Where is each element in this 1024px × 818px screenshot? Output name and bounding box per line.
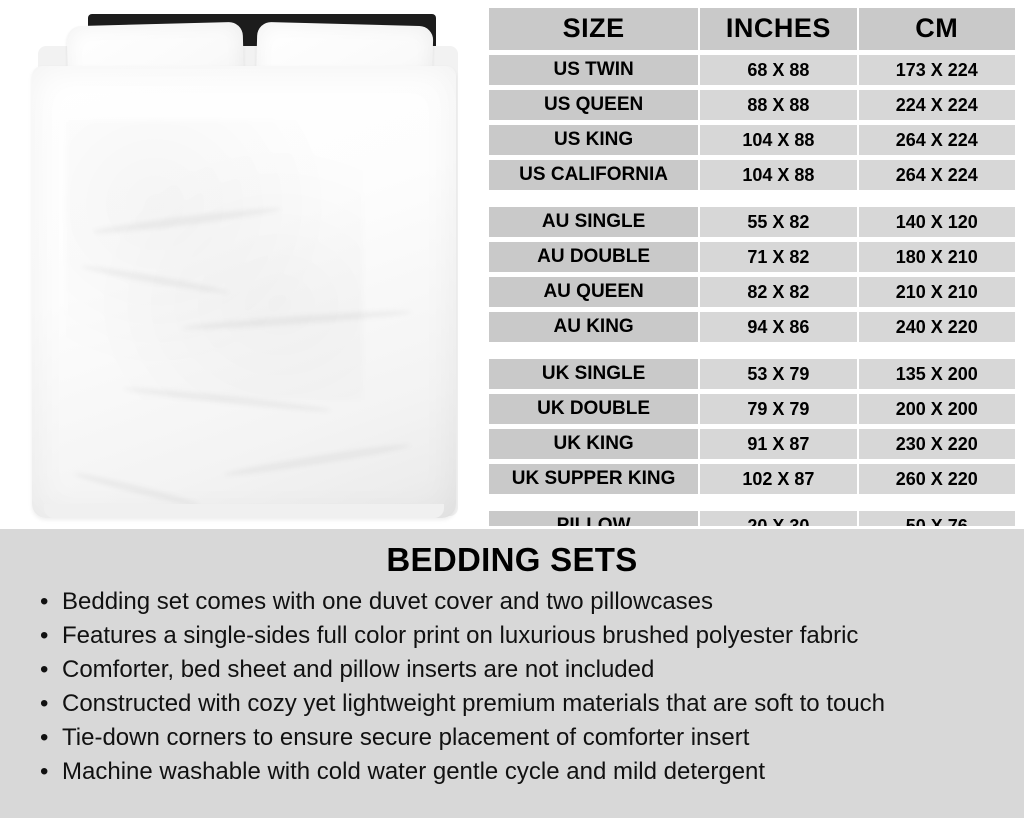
column-header-cm: CM (858, 7, 1016, 51)
size-inches: 104 X 88 (699, 124, 857, 156)
list-item-text: Bedding set comes with one duvet cover and two pillowcases (62, 588, 714, 615)
table-row (488, 124, 1016, 156)
table-row (488, 206, 1016, 238)
table-row (488, 89, 1016, 121)
group-spacer (488, 498, 1016, 507)
size-cm: 173 X 224 (858, 54, 1016, 86)
bedding-set-illustration (18, 6, 468, 518)
table-row (488, 428, 1016, 460)
info-panel-title: BEDDING SETS (386, 541, 638, 578)
group-spacer (488, 194, 1016, 203)
list-item (40, 619, 1010, 653)
size-cm: 224 X 224 (858, 89, 1016, 121)
table-row (488, 54, 1016, 86)
size-inches: 55 X 82 (699, 206, 857, 238)
size-inches: 104 X 88 (699, 159, 857, 191)
fabric-fold (92, 204, 282, 236)
duvet-cover (32, 66, 456, 518)
bed-foot-shape (44, 504, 444, 518)
size-cm: 135 X 200 (858, 358, 1016, 390)
list-item-text: Features a single-sides full color print on luxurious brushed polyester fabric (62, 622, 859, 650)
table-header-row (488, 7, 1016, 51)
bullet-icon: • (40, 690, 49, 718)
list-item-text: Comforter, bed sheet and pillow inserts are not included (62, 656, 655, 684)
fabric-fold (182, 308, 412, 332)
size-inches: 102 X 87 (699, 463, 857, 495)
table-row (488, 393, 1016, 425)
info-bullet-list (0, 585, 1024, 789)
list-item (40, 585, 1010, 619)
size-inches: 68 X 88 (699, 54, 857, 86)
fabric-fold (223, 441, 412, 479)
size-inches: 88 X 88 (699, 89, 857, 121)
bullet-icon: • (40, 758, 49, 786)
size-cm: 140 X 120 (858, 206, 1016, 238)
bullet-icon: • (40, 656, 49, 684)
list-item (40, 687, 1010, 721)
list-item (40, 755, 1010, 789)
size-name: AU QUEEN (488, 276, 699, 308)
list-item-text: Constructed with cozy yet lightweight premium materials that are soft to touch (62, 690, 886, 718)
column-header-inches: INCHES (699, 7, 857, 51)
size-inches: 94 X 86 (699, 311, 857, 343)
size-inches: 82 X 82 (699, 276, 857, 308)
size-name: US CALIFORNIA (488, 159, 699, 191)
size-name: US TWIN (488, 54, 699, 86)
size-inches: 71 X 82 (699, 241, 857, 273)
table-row (488, 159, 1016, 191)
fabric-fold (73, 470, 201, 508)
size-inches: 91 X 87 (699, 428, 857, 460)
size-name: US QUEEN (488, 89, 699, 121)
list-item-text: Tie-down corners to ensure secure placement of comforter insert (62, 724, 750, 752)
bullet-icon: • (40, 588, 49, 615)
size-name: UK KING (488, 428, 699, 460)
size-cm: 210 X 210 (858, 276, 1016, 308)
list-item (40, 653, 1010, 687)
size-name: AU KING (488, 311, 699, 343)
size-cm: 264 X 224 (858, 124, 1016, 156)
size-inches: 79 X 79 (699, 393, 857, 425)
size-name: US KING (488, 124, 699, 156)
size-chart-pane (484, 0, 1024, 526)
list-item (40, 721, 1010, 755)
size-name: UK SUPPER KING (488, 463, 699, 495)
size-chart-table (488, 4, 1016, 545)
table-row (488, 276, 1016, 308)
size-cm: 200 X 200 (858, 393, 1016, 425)
bullet-icon: • (40, 724, 49, 752)
size-cm: 180 X 210 (858, 241, 1016, 273)
size-cm: 230 X 220 (858, 428, 1016, 460)
size-cm: 264 X 224 (858, 159, 1016, 191)
table-row (488, 311, 1016, 343)
bedding-sets-info-panel (0, 526, 1024, 818)
table-row (488, 463, 1016, 495)
group-spacer (488, 346, 1016, 355)
size-cm: 240 X 220 (858, 311, 1016, 343)
size-name: AU DOUBLE (488, 241, 699, 273)
size-name: UK SINGLE (488, 358, 699, 390)
size-name: UK DOUBLE (488, 393, 699, 425)
fabric-fold (81, 263, 230, 296)
fabric-fold (122, 385, 332, 414)
table-row (488, 358, 1016, 390)
size-name: AU SINGLE (488, 206, 699, 238)
column-header-size: SIZE (488, 7, 699, 51)
table-row (488, 241, 1016, 273)
product-image-pane (0, 0, 484, 526)
bullet-icon: • (40, 622, 49, 650)
size-cm: 260 X 220 (858, 463, 1016, 495)
size-inches: 53 X 79 (699, 358, 857, 390)
list-item-text: Machine washable with cold water gentle cycle and mild detergent (62, 758, 766, 786)
